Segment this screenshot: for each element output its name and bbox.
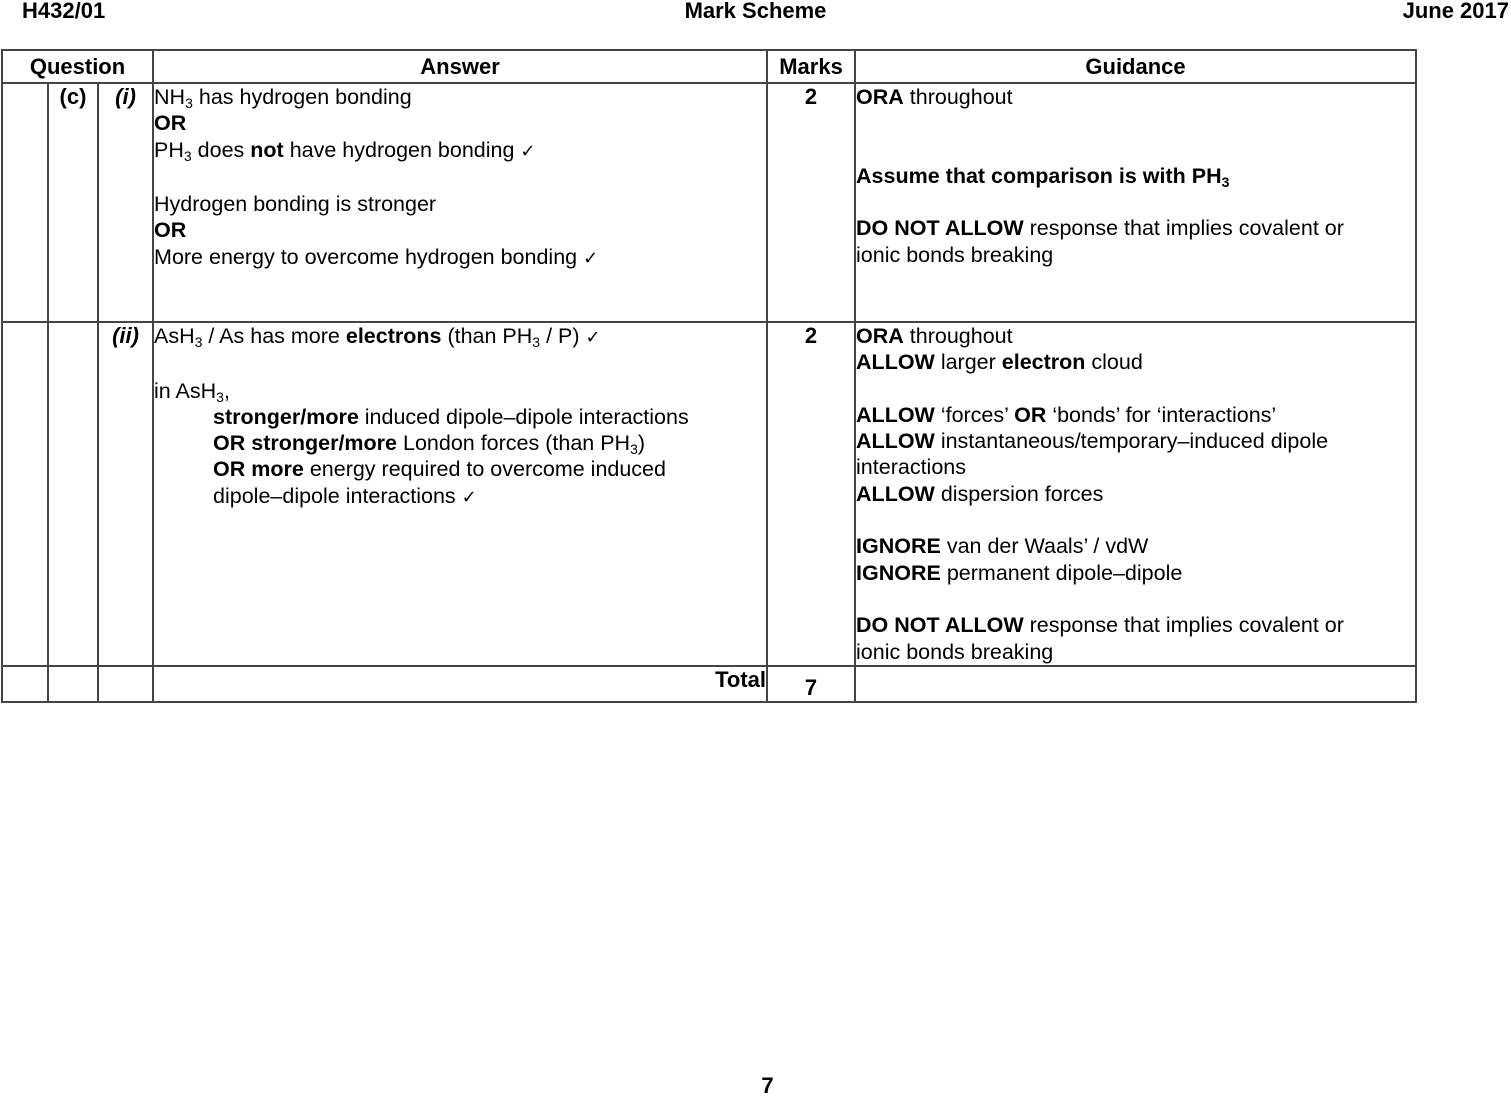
answer-line: AsH$_3$ / As has more electrons (than $PH_3 / P$) ✓ — [154, 324, 601, 350]
guidance-line: ALLOW dispersion forces — [856, 481, 1104, 506]
marks-cell: 2 — [767, 83, 855, 322]
table-row — [2, 322, 1416, 666]
column-header-marks: Marks — [767, 50, 855, 83]
column-header-guidance: Guidance — [855, 50, 1416, 83]
page-number: 7 — [761, 1073, 774, 1098]
answer-line: $PH_3$ does not have hydrogen bonding ✓ — [154, 137, 536, 164]
column-header-question: Question — [2, 50, 153, 83]
checkmark-icon: ✓ — [583, 247, 599, 269]
guidance-cell — [855, 83, 1416, 322]
guidance-line: ALLOW instantaneous/temporary–induced dipole — [856, 429, 1329, 454]
answer-line: stronger/more induced dipole–dipole interactions — [213, 404, 689, 429]
guidance-line: DO NOT ALLOW response that implies covalent or — [856, 613, 1344, 638]
question-part: (c) — [48, 83, 98, 322]
question-number-cell — [2, 83, 48, 322]
total-row — [2, 666, 1416, 702]
answer-cell — [153, 322, 767, 666]
guidance-line: ORA throughout — [856, 324, 1013, 348]
answer-line: More energy to overcome hydrogen bonding ✓ — [154, 244, 599, 269]
table-row — [2, 83, 1416, 322]
guidance-line: IGNORE permanent dipole–dipole — [856, 560, 1183, 585]
question-number-cell — [2, 322, 48, 666]
paper-code: H432/01 — [22, 0, 106, 23]
document-title: Mark Scheme — [684, 0, 827, 23]
marks-cell: 2 — [767, 322, 855, 666]
checkmark-icon: ✓ — [520, 140, 536, 162]
column-header-answer: Answer — [153, 50, 767, 83]
checkmark-icon: ✓ — [585, 327, 601, 348]
guidance-line: IGNORE van der Waals’ / vdW — [856, 534, 1149, 559]
guidance-line: ionic bonds breaking — [856, 639, 1054, 664]
question-subpart: (ii) — [98, 322, 153, 666]
guidance-line: ALLOW larger electron cloud — [856, 350, 1143, 375]
answer-cell — [153, 83, 767, 322]
answer-line: OR more energy required to overcome induced — [213, 457, 666, 482]
answer-line: $NH_3$ has hydrogen bonding — [154, 85, 412, 111]
answer-line: OR stronger/more London forces (than $PH_3$) — [213, 431, 646, 458]
exam-session: June 2017 — [1402, 0, 1509, 23]
total-label: Total — [153, 666, 767, 702]
guidance-cell — [855, 322, 1416, 666]
mark-scheme-table — [1, 49, 1417, 703]
guidance-line: interactions — [856, 455, 966, 480]
table-header-row — [2, 50, 1416, 83]
guidance-line: ALLOW ‘forces’ OR ‘bonds’ for ‘interactions’ — [856, 402, 1277, 427]
answer-line: in AsH$_3$, — [154, 378, 230, 405]
answer-line: OR — [154, 111, 187, 136]
guidance-line: ionic bonds breaking — [856, 242, 1054, 267]
checkmark-icon: ✓ — [461, 486, 477, 508]
answer-line: Hydrogen bonding is stronger — [154, 192, 437, 217]
answer-line: dipole–dipole interactions ✓ — [213, 483, 477, 508]
guidance-line: DO NOT ALLOW response that implies covalent or — [856, 216, 1344, 241]
answer-line: OR — [154, 218, 187, 243]
total-marks: 7 — [767, 666, 855, 702]
question-part — [48, 322, 98, 666]
question-subpart: (i) — [98, 83, 153, 322]
guidance-line: ORA throughout — [856, 85, 1013, 109]
guidance-line: Assume that comparison is with $PH_3$ — [856, 163, 1230, 190]
